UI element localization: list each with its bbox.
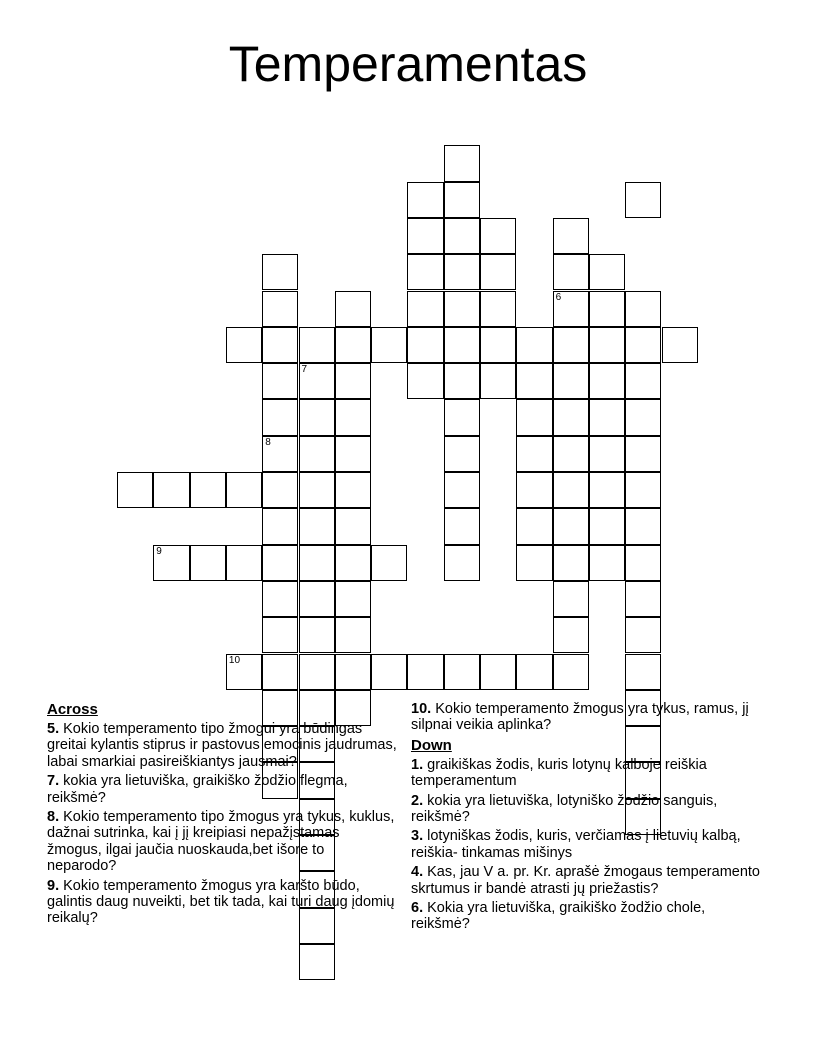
clue-down-3: 3. lotyniškas žodis, kuris, verčiamas į lietuvių kalbą, reiškia- tinkamas mišinys xyxy=(411,828,741,861)
clue-down-1: 1. graikiškas žodis, kuris lotynų kalboje reiškia temperamentum xyxy=(411,756,707,790)
grid-cell[interactable] xyxy=(589,545,625,581)
grid-cell[interactable] xyxy=(299,617,335,653)
clues-right-column xyxy=(411,701,761,936)
grid-cell[interactable] xyxy=(335,436,371,472)
grid-cell[interactable] xyxy=(516,508,552,544)
grid-cell[interactable] xyxy=(444,436,480,472)
clue-across-9: 9. Kokio temperamento žmogus yra karšto būdo, galintis daug nuveikti, bet tik tada, kai turi daug įdomių reikalų? xyxy=(47,877,395,927)
grid-cell[interactable] xyxy=(625,654,661,690)
grid-cell[interactable] xyxy=(335,472,371,508)
grid-cell[interactable] xyxy=(625,508,661,544)
grid-cell[interactable] xyxy=(625,399,661,435)
grid-cell[interactable] xyxy=(444,182,480,218)
grid-cell[interactable] xyxy=(335,399,371,435)
down-heading: Down xyxy=(411,736,452,754)
grid-cell[interactable] xyxy=(480,327,516,363)
grid-cell[interactable] xyxy=(444,654,480,690)
grid-cell[interactable] xyxy=(117,472,153,508)
grid-cell[interactable] xyxy=(625,472,661,508)
grid-cell[interactable] xyxy=(625,436,661,472)
grid-cell[interactable] xyxy=(553,399,589,435)
grid-cell[interactable] xyxy=(589,327,625,363)
grid-cell[interactable] xyxy=(299,436,335,472)
grid-cell[interactable] xyxy=(335,545,371,581)
grid-cell[interactable] xyxy=(262,399,298,435)
grid-cell[interactable] xyxy=(407,363,443,399)
grid-cell[interactable] xyxy=(444,363,480,399)
grid-cell[interactable] xyxy=(480,654,516,690)
grid-cell[interactable] xyxy=(407,291,443,327)
grid-cell[interactable] xyxy=(553,327,589,363)
grid-cell[interactable] xyxy=(625,581,661,617)
grid-cell[interactable] xyxy=(262,436,298,472)
grid-cell[interactable] xyxy=(226,472,262,508)
grid-cell[interactable] xyxy=(553,545,589,581)
grid-cell[interactable] xyxy=(480,291,516,327)
clue-across-8: 8. Kokio temperamento tipo žmogus yra tykus, kuklus, dažnai sutrinka, kai į jį kreipiasi nepažįstamas žmogus, ilgai jaučia nuoskauda,bet išore to neparodo? xyxy=(47,809,395,875)
grid-cell[interactable] xyxy=(262,581,298,617)
grid-cell[interactable] xyxy=(589,508,625,544)
grid-cell[interactable] xyxy=(262,472,298,508)
grid-cell[interactable] xyxy=(625,327,661,363)
grid-cell[interactable] xyxy=(553,436,589,472)
grid-cell[interactable] xyxy=(262,545,298,581)
across-heading: Across xyxy=(47,701,98,718)
grid-cell[interactable] xyxy=(190,545,226,581)
clue-across-7: 7. kokia yra lietuviška, graikiško žodžio flegma, reikšmė? xyxy=(47,773,348,806)
grid-cell[interactable] xyxy=(262,327,298,363)
grid-cell[interactable] xyxy=(589,254,625,290)
grid-cell[interactable] xyxy=(407,327,443,363)
clue-number: 6 xyxy=(555,291,562,303)
grid-cell[interactable] xyxy=(553,654,589,690)
grid-cell[interactable] xyxy=(335,654,371,690)
grid-cell[interactable] xyxy=(625,545,661,581)
grid-cell[interactable] xyxy=(299,581,335,617)
grid-cell[interactable] xyxy=(553,472,589,508)
grid-cell[interactable] xyxy=(262,508,298,544)
grid-cell[interactable] xyxy=(444,327,480,363)
grid-cell[interactable] xyxy=(553,254,589,290)
grid-cell[interactable] xyxy=(625,182,661,218)
grid-cell[interactable] xyxy=(553,218,589,254)
grid-cell[interactable] xyxy=(335,581,371,617)
grid-cell[interactable] xyxy=(444,145,480,181)
grid-cell[interactable] xyxy=(553,617,589,653)
grid-cell[interactable] xyxy=(335,327,371,363)
clue-number: 8 xyxy=(265,436,271,448)
grid-cell[interactable] xyxy=(262,617,298,653)
grid-cell[interactable] xyxy=(444,545,480,581)
grid-cell[interactable] xyxy=(371,545,407,581)
grid-cell[interactable] xyxy=(625,617,661,653)
grid-cell[interactable] xyxy=(516,472,552,508)
grid-cell[interactable] xyxy=(262,654,298,690)
clue-number: 10 xyxy=(228,654,241,666)
clues-left-column xyxy=(47,701,397,930)
grid-cell[interactable] xyxy=(299,327,335,363)
grid-cell[interactable] xyxy=(444,399,480,435)
grid-cell[interactable] xyxy=(371,654,407,690)
grid-cell[interactable] xyxy=(335,363,371,399)
grid-cell[interactable] xyxy=(589,436,625,472)
grid-cell[interactable] xyxy=(262,291,298,327)
grid-cell[interactable] xyxy=(226,545,262,581)
grid-cell[interactable] xyxy=(444,508,480,544)
grid-cell[interactable] xyxy=(480,218,516,254)
grid-cell[interactable] xyxy=(625,291,661,327)
grid-cell[interactable] xyxy=(299,363,335,399)
grid-cell[interactable] xyxy=(480,363,516,399)
clue-down-2: 2. kokia yra lietuviška, lotyniško žodžio sanguis, reikšmė? xyxy=(411,792,718,826)
puzzle-title: Temperamentas xyxy=(228,36,588,92)
grid-cell[interactable] xyxy=(589,399,625,435)
grid-cell[interactable] xyxy=(444,218,480,254)
grid-cell[interactable] xyxy=(516,363,552,399)
grid-cell[interactable] xyxy=(407,182,443,218)
clue-down-4: 4. Kas, jau V a. pr. Kr. aprašė žmogaus temperamento skrtumus ir bandė atrasti jų priežastis? xyxy=(411,864,760,897)
clue-number: 7 xyxy=(301,364,308,376)
grid-cell[interactable] xyxy=(516,399,552,435)
grid-cell[interactable] xyxy=(153,472,189,508)
grid-cell[interactable] xyxy=(153,545,189,581)
grid-cell[interactable] xyxy=(335,291,371,327)
grid-cell[interactable] xyxy=(371,327,407,363)
grid-cell[interactable] xyxy=(444,254,480,290)
grid-cell[interactable] xyxy=(480,254,516,290)
grid-cell[interactable] xyxy=(625,363,661,399)
grid-cell[interactable] xyxy=(553,363,589,399)
grid-cell[interactable] xyxy=(516,327,552,363)
grid-cell[interactable] xyxy=(299,472,335,508)
grid-cell[interactable] xyxy=(516,545,552,581)
clue-number: 9 xyxy=(156,545,162,557)
grid-cell[interactable] xyxy=(190,472,226,508)
clue-across-10: 10. Kokio temperamento žmogus yra tykus, ramus, jį silpnai veikia aplinka? xyxy=(411,701,749,734)
grid-cell[interactable] xyxy=(589,472,625,508)
grid-cell[interactable] xyxy=(262,363,298,399)
grid-cell[interactable] xyxy=(299,654,335,690)
grid-cell[interactable] xyxy=(516,436,552,472)
grid-cell[interactable] xyxy=(262,254,298,290)
grid-cell[interactable] xyxy=(516,654,552,690)
grid-cell[interactable] xyxy=(299,944,335,980)
grid-cell[interactable] xyxy=(662,327,698,363)
grid-cell[interactable] xyxy=(299,399,335,435)
grid-cell[interactable] xyxy=(299,545,335,581)
grid-cell[interactable] xyxy=(553,581,589,617)
grid-cell[interactable] xyxy=(299,508,335,544)
grid-cell[interactable] xyxy=(226,654,262,690)
grid-cell[interactable] xyxy=(407,254,443,290)
grid-cell[interactable] xyxy=(407,218,443,254)
clue-down-6: 6. Kokia yra lietuviška, graikiško žodžio chole, reikšmė? xyxy=(411,900,706,933)
grid-cell[interactable] xyxy=(407,654,443,690)
grid-cell[interactable] xyxy=(444,472,480,508)
grid-cell[interactable] xyxy=(444,291,480,327)
grid-cell[interactable] xyxy=(335,617,371,653)
grid-cell[interactable] xyxy=(589,291,625,327)
clue-across-5: 5. Kokio temperamento tipo žmogui yra būdingas greitai kylantis stiprus ir pastovus emocinis jaudrumas, labai smarkiai pasireiškiantys jausmai? xyxy=(47,721,397,770)
grid-cell[interactable] xyxy=(226,327,262,363)
grid-cell[interactable] xyxy=(553,291,589,327)
grid-cell[interactable] xyxy=(589,363,625,399)
grid-cell[interactable] xyxy=(335,508,371,544)
grid-cell[interactable] xyxy=(553,508,589,544)
